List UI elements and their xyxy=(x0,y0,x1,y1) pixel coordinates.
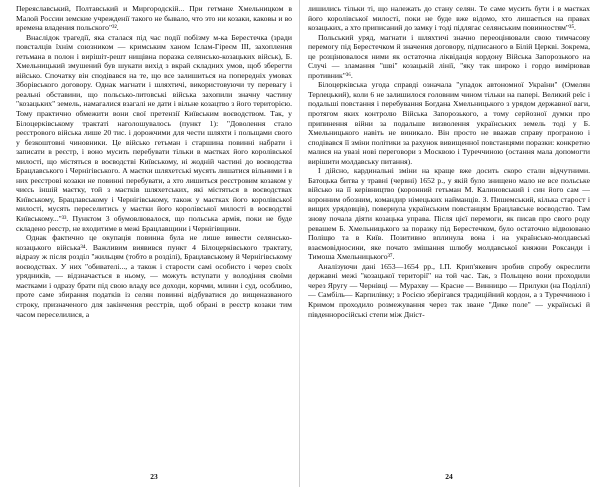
book-gutter xyxy=(299,0,300,487)
paragraph: Білоцерківська угода справді означала "упадок автономної України" (Омелян Терлецький), коли 6 не залишилося головним чином тільки на папері. Великий реїс і подальші повстання і перебування Богдана Хмельницького з урядом державної ваги, протягом яких контролю Війська Запорозького, а тому серйозної думки про припинення війни за подальше визволення українських земель тоді у Б. Хмельницького навіть не виникало. Він просто не вважав справу програною і сподівався її зміни політики за рахунок вивищенної повстанцями поразки: конкретно малися на увазі нові переговори з Москвою і Туреччиною (остання мала допомогти вирішити молдавську питання). xyxy=(308,80,590,166)
paragraph: Однак фактично це окупація повинна була не лише вивести селянсько-козацького війська³⁴. Важливим виявився пункт 4 Білоцерківського трактату, відразу ж після розділ "жильцям (тобто в розділі), Брацлавському й Чернігівському воєводствах. У них "обивателі..., а також і старости самі особисто і через своїх урядників, — відзначається в ньому, — можуть вступати у володіння своїми маєтками і одразу брати під свою владу все доходи, корчми, млини і суд, особливо, проте саме збирання податків із селян повинні відбуватися до вищеназваного строку, призначеного для закінчення реєстрів, щоб обрані в реєстр козаки тим часом переселилися, а xyxy=(16,233,292,319)
page-number: 24 xyxy=(445,472,453,481)
left-page-text xyxy=(16,4,292,470)
right-page-text xyxy=(308,4,590,470)
paragraph: Внаслідок трагедії, яка сталася під час події побізму м-ка Берестечка (зради повсталців їхнім союзником — кримським ханом Іслам-Гіреєм III, захоплення гетьмана в полон і вирішіт-решт нищівна поразка селянсько-козацьких військ), Б. Хмельницький змушений був шукати вихід з вкрай складних умов, щоб зберегти військо. Спочатку він сподівався на те, що все залишиться на попередніх умовах Зборівського договору. Однак магнати і шляхтичі, використовуючи ту перевагу і реальні обставини, що польсько-литовські війська захопили значну частину "козацьких" земель, намагалися взагалі не дати і вільне козацтво з його територією. Тому практично обмежити вони свої претензії Київським воєводством. Так, у Білоцерківському трактаті наголошувалось (пункт 1): "Доволення стало реєстрового війська лише 20 тис. і дорожчими для чести шляхти і польщами свого у безкоштовні чиновники. Це військо гетьман і старшина повинні набрати і записати в реєстр, і воно мусить перебувати тільки в маєтках його королівської милості, що містяться в воєводстві Київському, ні жодній частині до воєводства Брацлавського і Чернігівського. А маєтки шляхетські мусять лишатися вільними і в них реєстрові козаки не повинні перебувати, а хто лишиться реєстровим козаком у чиєсь іншій маєтку, той з маєтків шляхетських, які містяться в воєводствах Київському, Брацлавському і Чернігівському, також у маєтках його королівської милості, мусять переселитись у маєтки його королівської милості в воєводстві Київському..."³³. Пунктом 3 обумовлювалося, що польська армія, поки не буде складено реєстр, не входитиме в межі Брацлавщини і Чернігівщини. xyxy=(16,32,292,233)
paragraph: І дійсно, кардинальні зміни на краще вже досить скоро стали відчутними. Батоцька битва у травні (червні) 1652 р., у якій було знищено мало не все польське військо на її керівництво (коронний гетьман М. Калиновський і син його сам — коронним обозним, командир німецьких найманців. З. Пишемський, кілька старост і вищих урядовців), повернула українським повстанцям Брацлавське воєводство. Там знову почала діяти козацька управа. Після цієї перемоги, як писав про свого роду ревашем Б. Хмельницького за поразку під Берестечком, було остаточно відвоювано Поліщю та в Київ. Позитивно вплинула вона і на українсько-молдавські взаємовідносини, яке почато змішання шлюбу молдавської княжни Роксанди і Тимоша Хмельницького³⁷. xyxy=(308,166,590,262)
right-page xyxy=(308,4,594,484)
page-number: 23 xyxy=(150,472,158,481)
paragraph: Польський уряд, магнати і шляхтичі значно переоцінювали свою тимчасову перемогу під Берестечком й значення договору, підписаного в Білій Церкві. Зокрема, це розцінювалося ними як остаточна ліквідація кордону Війська Запорозького на Случі — зламання "шві" козацькій лінії, "яку так широко і гордо вимірював противник"³⁶. xyxy=(308,32,590,80)
paragraph: лишились тільки ті, що належать до стану селян. Те саме мусить бути і в маєтках його королівської милості, поки не буде вже відомо, хто лишається на правах козацьких, а хто приписаний до замку і тоді підлягає селянським повинностям"³⁵. xyxy=(308,4,590,33)
paragraph: Аналізуючи дані 1653—1654 рр., І.П. Крип'якевич зробив спробу окреслити державні межі "козацької території" на той час. Так, з Польщею вони проходили через Яругу — Чернівці — Мурахву — Красне — Винницю — Прилуки (на Поділлі) — Самбіль— Карпилівку; з Росією зберігався традиційний кордон, а з Туреччиною і Кримом проходило розмежування через так зване "Дике поле" — українські й південноросійські степи між Дніст- xyxy=(308,261,590,319)
left-page xyxy=(6,4,292,484)
paragraph: Переяславський, Полтавський и Миргородскій... При гетмане Хмельницком в Малой России земские учрежденії такого не бывало, что это ни козаки, каковы и во времена владения польского"³². xyxy=(16,4,292,33)
